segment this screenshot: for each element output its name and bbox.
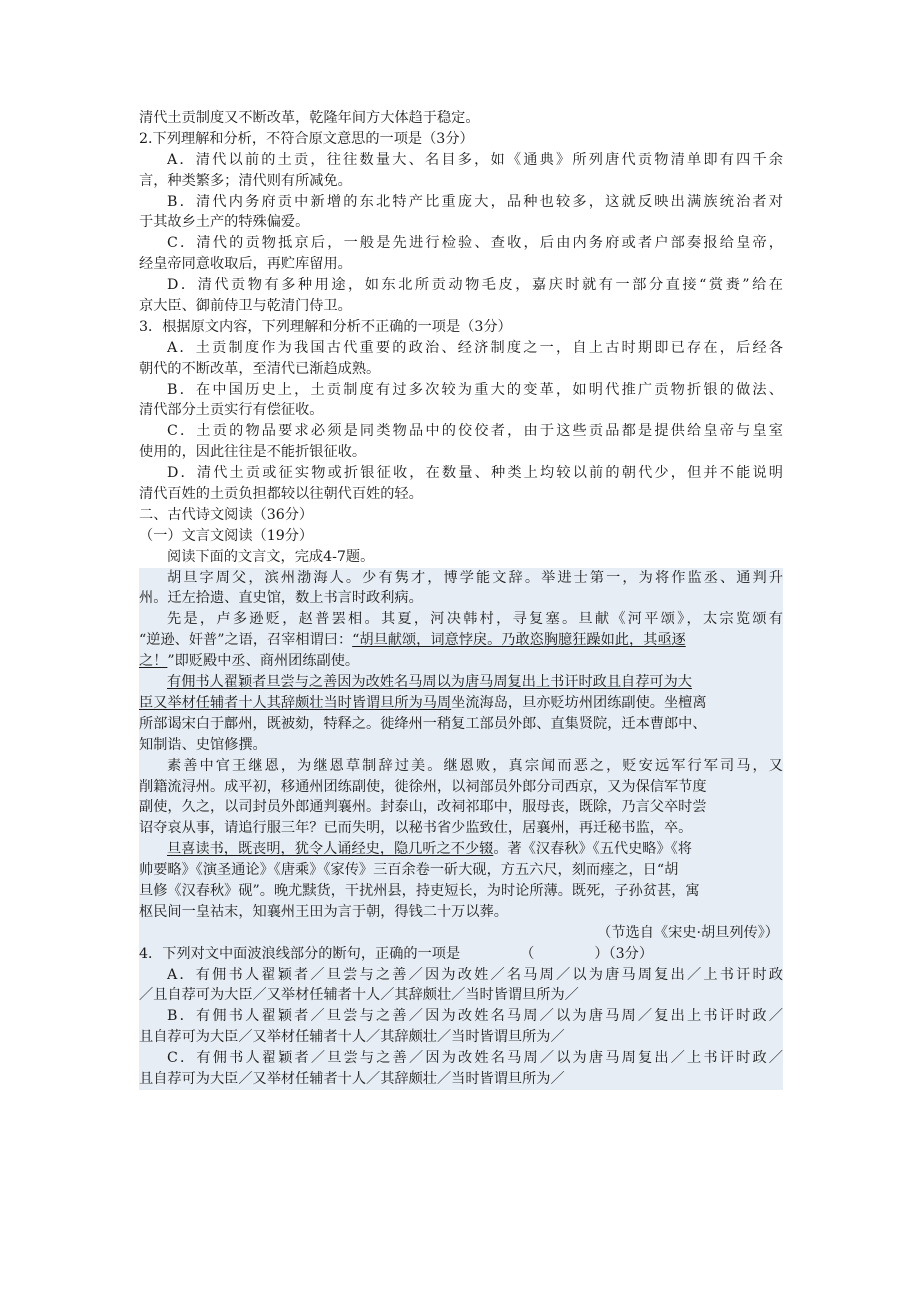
option-4b-cont: 且自荐可为大臣／又举材任辅者十人／其辞颇壮／当时皆谓旦所为／	[139, 1029, 565, 1046]
passage-line	[139, 672, 783, 693]
option-3c: C．土贡的物品要求必须是同类物品中的佼佼者，由于这些贡品都是提供给皇帝与皇室	[167, 423, 783, 440]
passage-line: 州。迁左拾遗、直史馆，数上书言时政利病。	[139, 590, 423, 607]
text-column	[139, 108, 783, 1090]
option-3b-cont: 清代部分土贡实行有偿征收。	[139, 402, 324, 419]
option-2a: A．清代以前的土贡，往往数量大、名目多，如《通典》所列唐代贡物清单即有四千余	[167, 151, 783, 168]
passage-line	[139, 651, 783, 672]
passage-text: “逆逊、奸普”之语，召宰相谓曰：	[139, 632, 353, 649]
question-4	[139, 944, 783, 965]
option-2d: D．清代贡物有多种用途，如东北所贡动物毛皮，嘉庆时就有一部分直接“赏赉”给在	[167, 277, 783, 294]
passage-line: 知制诰、史馆修撰。	[139, 736, 267, 753]
option-3d: D．清代土贡或征实物或折银征收，在数量、种类上均较以前的朝代少，但并不能说明	[167, 465, 783, 482]
option-2a-cont: 言，种类繁多；清代则有所减免。	[139, 172, 352, 189]
option-2c-cont: 经皇帝同意收取后，再贮库留用。	[139, 256, 352, 273]
passage-line: 胡旦字周父，滨州渤海人。少有隽才，博学能文辞。举进士第一，为将作监丞、通判升	[167, 569, 783, 586]
option-3a-cont: 朝代的不断改革，至清代已渐趋成熟。	[139, 360, 381, 377]
question-4-text: 4．下列对文中面波浪线部分的断句，正确的一项是	[139, 945, 461, 962]
option-4c: C．有佣书人翟颖者／旦尝与之善／因为改姓名马周／以为唐马周复出／上书讦时政／	[167, 1050, 783, 1067]
passage-text: ”即贬殿中丞、商州团练副使。	[167, 653, 360, 670]
option-4b: B．有佣书人翟颖者／旦尝与之善／因为改姓名马周／以为唐马周／复出上书讦时政／	[167, 1008, 783, 1025]
passage-text: 坐流海岛，旦亦贬坊州团练副使。坐檀离	[451, 694, 707, 711]
wavy-underlined-text: 有佣书人翟颖者旦尝与之善因为改姓名马周以为唐马周复出上书讦时政且自荐可为大	[167, 674, 692, 691]
subsection-heading: （一）文言文阅读（19分）	[139, 527, 314, 544]
wavy-underlined-text: 臣又举材任辅者十人其辞颇壮当时皆谓旦所为马周	[139, 694, 452, 711]
underlined-sentence: 之！	[139, 653, 168, 670]
passage-line: 削籍流浔州。成平初，移通州团练副使，徙徐州，以祠部员外郎分司西京，又为保信军节度	[139, 778, 707, 795]
answer-paren-close: ）（3分）	[594, 945, 654, 962]
option-4c-cont: 且自荐可为大臣／又举材任辅者十人／其辞颇壮／当时皆谓旦所为／	[139, 1070, 565, 1087]
passage-line: 素善中官王继恩，为继恩草制辞过美。继恩败，真宗闻而恶之，贬安远军行军司马，又	[167, 757, 783, 774]
option-4a: A．有佣书人翟颖者／旦尝与之善／因为改姓／名马周／以为唐马周复出／上书讦时政	[167, 966, 783, 983]
option-3a: A．土贡制度作为我国古代重要的政治、经济制度之一，自上古时期即已存在，后经各	[167, 339, 783, 356]
option-3b: B．在中国历史上，土贡制度有过多次较为重大的变革，如明代推广贡物折银的做法、	[167, 381, 783, 398]
passage-line: 先是，卢多逊贬，赵普罢相。其夏，河决韩村，寻复塞。旦献《河平颂》，太宗览颂有	[167, 611, 783, 628]
option-2b: B．清代内务府贡中新增的东北特产比重庞大，品种也较多，这就反映出满族统治者对	[167, 193, 783, 210]
option-3c-cont: 使用的，因此往往是不能折银征收。	[139, 444, 367, 461]
reading-instruction: 阅读下面的文言文，完成4-7题。	[167, 548, 375, 565]
text-line: 清代土贡制度又不断改革，乾隆年间方大体趋于稳定。	[139, 110, 480, 126]
option-3d-cont: 清代百姓的土贡负担都较以往朝代百姓的轻。	[139, 486, 423, 503]
question-3: 3．根据原文内容，下列理解和分析不正确的一项是（3分）	[139, 318, 512, 335]
passage-line	[139, 630, 783, 651]
passage-text: 。著《汉春秋》《五代史略》《将	[493, 841, 692, 858]
option-4a-cont: ／且自荐可为大臣／又举材任辅者十人／其辞颇壮／当时皆谓旦所为／	[139, 987, 579, 1004]
underlined-sentence: 旦喜读书，既丧明，犹令人诵经史，隐几听之不少辍	[167, 841, 494, 858]
underlined-sentence: “胡旦献颂，词意悖戾。乃敢恣胸臆狂躁如此，其亟逐	[352, 632, 686, 649]
passage-line: 诏夺哀从事，请追行服三年？已而失明，以秘书省少监致仕，居襄州，再迁秘书监，卒。	[139, 820, 693, 837]
section-heading: 二、古代诗文阅读（36分）	[139, 506, 314, 523]
passage-line: 帅要略》《演圣通论》《唐乘》《家传》三百余卷一斫大砚，方五六尺，刻而瘗之，日“胡	[139, 862, 679, 879]
question-2: 2.下列理解和分析，不符合原文意思的一项是（3分）	[139, 130, 474, 147]
passage-source: （节选自《宋史·胡旦列传》）	[597, 924, 779, 941]
classical-passage	[139, 568, 783, 1090]
option-2b-cont: 于其故乡土产的特殊偏爱。	[139, 214, 310, 231]
option-2c: C．清代的贡物抵京后，一般是先进行检验、查收，后由内务府或者户部奏报给皇帝，	[167, 235, 783, 252]
answer-paren-open: （	[520, 945, 535, 962]
passage-line	[139, 693, 783, 714]
passage-line: 旦修《汉春秋》砚”。晚尤黩货，干扰州县，持吏短长，为时论所薄。既死，子孙贫甚，寓	[139, 882, 700, 899]
option-2d-cont: 京大臣、御前侍卫与乾清门侍卫。	[139, 298, 352, 315]
passage-line: 副使，久之，以司封员外郎通判襄州。封泰山，改祠祁耶中，服母丧，既除，乃言父卒时尝	[139, 799, 707, 816]
passage-line: 枢民间一皇祜末，知襄州王田为言于朝，得钱二十万以葬。	[139, 903, 508, 920]
passage-line: 所部谒宋白于鄜州，既被劾，特释之。徙绛州一稍复工部员外郎、直集贤院，迁本曹郎中、	[139, 715, 707, 732]
passage-line	[139, 839, 783, 860]
